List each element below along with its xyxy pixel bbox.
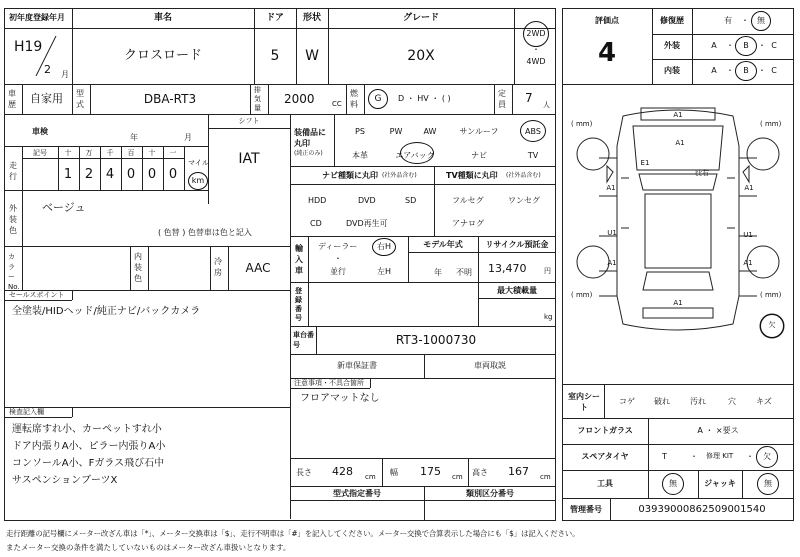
jack-value: 無 — [764, 479, 772, 488]
mm-label-1: ( mm) — [571, 120, 593, 128]
import-left-h: 左H — [376, 267, 392, 276]
mileage-digit-4: 0 — [126, 167, 136, 182]
ext-dot-1: ・ — [726, 41, 734, 50]
ext-color-label: 外装色 — [9, 204, 17, 235]
mileage-digit-6: 0 — [168, 167, 178, 182]
equip-sub: (純正のみ) — [294, 150, 323, 157]
tv-label: TV種類に丸印 — [446, 171, 498, 180]
car-name-value: クロスロード — [123, 48, 203, 63]
shift-label: シフト — [238, 117, 260, 125]
capacity-label: 定員 — [498, 89, 506, 109]
mark-hood: A1 — [675, 139, 685, 147]
seat-burn: コゲ — [619, 397, 635, 406]
ext-color-value: ベージュ — [42, 201, 86, 214]
mm-label-2: ( mm) — [760, 120, 782, 128]
notes-label: 注意事項・不具合箇所 — [294, 379, 364, 387]
mark-right-fender: A1 — [744, 184, 754, 192]
tools-label: 工具 — [597, 479, 613, 488]
footer-line-2: またメーター交換の条件を満たしていないものはメーター改ざん車扱いとなります。 — [6, 543, 291, 552]
grade-label: グレード — [402, 13, 440, 23]
manual-doc: 車両取説 — [474, 361, 506, 370]
chassis-value: RT3-1000730 — [395, 333, 477, 347]
repair-label: 修復歴 — [660, 16, 684, 25]
door-label: ドア — [266, 13, 284, 23]
model-no-label: 型式指定番号 — [333, 489, 381, 498]
mile-label: マイル — [188, 159, 209, 167]
mileage-digit-5: 0 — [147, 167, 157, 182]
tv-sub: (社外品含む) — [506, 172, 541, 179]
length-label: 長さ — [296, 468, 312, 477]
import-parallel: 並行 — [330, 267, 346, 276]
repair-dot: ・ — [741, 16, 749, 25]
equip-leather: 本革 — [352, 151, 368, 160]
doors-value: 5 — [270, 48, 280, 64]
footer-line-1: 走行距離の記号欄にメーター改ざん車は「*」、メーター交換車は「$」、走行不明車は「#」を記入してください。メーター交換で合算表示した場合にも「$」は記入ください。 — [6, 529, 580, 538]
navi-sub: (社外品含む) — [382, 172, 417, 179]
mileage-digit-3: 4 — [105, 167, 115, 182]
inspection-year: 年 — [130, 133, 138, 142]
int-dot-1: ・ — [726, 66, 734, 75]
model-year-unit: 年 — [434, 268, 442, 277]
repair-yes: 有 — [724, 16, 732, 25]
mark-right-rear: A1 — [743, 259, 753, 267]
length-value: 428 — [332, 465, 353, 478]
seat-tear: 破れ — [654, 397, 670, 406]
repair-none: 無 — [757, 16, 765, 25]
shift-value: IAT — [238, 151, 260, 167]
mark-left-rear: A1 — [607, 259, 617, 267]
equip-aw: AW — [423, 127, 437, 136]
equip-tv: TV — [527, 151, 539, 160]
height-value: 167 — [508, 465, 529, 478]
shape-label: 形状 — [302, 13, 322, 23]
mileage-unit-1: 十 — [64, 149, 72, 157]
model-year-unknown: 不明 — [456, 268, 472, 277]
car-damage-diagram — [563, 86, 793, 382]
navi-hdd: HDD — [308, 196, 327, 205]
import-dot: ・ — [334, 254, 342, 263]
score-value: 4 — [597, 38, 617, 68]
shape-value: W — [305, 48, 319, 64]
int-grade-c: C — [771, 66, 777, 75]
inspection-month: 月 — [184, 133, 192, 142]
car-name-label: 車名 — [153, 13, 173, 23]
ac-label: 冷房 — [214, 257, 222, 277]
navi-dvd-play: DVD再生可 — [346, 219, 388, 228]
inspect-label: 検査記入欄 — [9, 408, 44, 416]
grade-value: 20X — [407, 48, 435, 64]
mileage-unit-4: 百 — [127, 149, 135, 157]
spare-t: T — [662, 452, 667, 461]
capacity-value: 7 — [525, 91, 533, 105]
length-cm: cm — [365, 473, 376, 481]
jack-label: ジャッキ — [704, 479, 736, 488]
seat-scratch: キズ — [756, 397, 772, 406]
era-value: H19 — [14, 39, 43, 55]
navi-cd: CD — [310, 219, 322, 228]
mark-rear-bumper: A1 — [673, 299, 683, 307]
ext-grade-c: C — [771, 41, 777, 50]
equip-ps: PS — [355, 127, 365, 136]
tools-value: 無 — [669, 479, 677, 488]
mileage-digit-2: 2 — [84, 167, 94, 182]
mark-left-door: U1 — [607, 229, 617, 237]
recycle-value: 13,470 — [488, 262, 527, 275]
ext-grade-a: A — [711, 41, 717, 50]
seat-hole: 穴 — [728, 397, 736, 406]
equip-navi: ナビ — [471, 151, 487, 160]
inspect-line-3: コンソールA小、Fガラス飛び石中 — [12, 458, 165, 469]
month-value: 2 — [44, 63, 51, 76]
color-no-label: カラーNo. — [8, 253, 20, 291]
width-value: 175 — [420, 465, 441, 478]
equip-sunroof: サンルーフ — [459, 127, 499, 136]
drive-dot: ・ — [532, 45, 540, 54]
spare-dot-1: ・ — [690, 452, 698, 461]
fuel-options: D ・ HV ・ ( ) — [398, 94, 451, 103]
ext-dot-2: ・ — [758, 41, 766, 50]
reg-no-label: 登録番号 — [295, 287, 302, 322]
model-label: 型式 — [76, 89, 84, 109]
class-no-label: 類別区分番号 — [466, 489, 514, 498]
int-grade-b: B — [743, 66, 749, 75]
height-cm: cm — [540, 473, 551, 481]
exterior-label: 外装 — [664, 41, 680, 50]
max-load-label: 最大積載量 — [497, 286, 537, 295]
mileage-sym-label: 記号 — [33, 149, 47, 157]
spare-kit: 修理 KIT — [706, 452, 734, 460]
mark-front-bumper: A1 — [673, 111, 683, 119]
fuel-label: 燃料 — [350, 89, 358, 109]
equip-label: 装備品に丸印 — [294, 128, 326, 148]
mgmt-value: 03939000862509001540 — [638, 504, 766, 515]
tv-oneseg: ワンセグ — [508, 196, 540, 205]
equip-pw: PW — [389, 127, 403, 136]
reg-year-label: 初年度登録年月 — [9, 13, 65, 22]
seat-label: 室内シート — [568, 392, 600, 412]
notes-value: フロアマットなし — [300, 393, 380, 404]
interior-color-label: 内装色 — [134, 252, 142, 283]
glass-value: A ・ ×要ス — [697, 426, 739, 435]
sales-text: 全塗装/HIDヘッド/純正ナビ/バックカメラ — [12, 306, 201, 317]
color-change-note: ( 色替 ) 色替車は色と記入 — [158, 228, 252, 237]
spare-none: 欠 — [763, 452, 771, 461]
mark-roof: E1 — [640, 159, 650, 167]
recycle-yen: 円 — [544, 267, 551, 275]
model-year-label: モデル年式 — [423, 240, 463, 249]
mileage-unit-2: 万 — [85, 149, 93, 157]
spare-dot-2: ・ — [746, 452, 754, 461]
inspect-line-1: 運転席すれ小、カーペットすれ小 — [12, 424, 162, 435]
tv-fullseg: フルセグ — [452, 196, 484, 205]
import-right-h: 右H — [376, 242, 392, 251]
width-label: 幅 — [390, 468, 398, 477]
equip-airbag: エアバック — [395, 151, 435, 160]
ac-value: AAC — [245, 261, 271, 275]
navi-sd: SD — [405, 196, 417, 205]
max-load-kg: kg — [544, 313, 553, 321]
interior-label: 内装 — [664, 66, 680, 75]
mileage-unit-3: 千 — [106, 149, 114, 157]
spare-label: スペアタイヤ — [581, 452, 629, 461]
import-label: 輸入車 — [295, 244, 303, 275]
mark-light: ﾋﾋ右 — [695, 169, 709, 177]
month-unit: 月 — [61, 70, 69, 79]
navi-label: ナビ種類に丸印 — [322, 171, 378, 180]
displacement-label: 排気量 — [254, 86, 261, 112]
cc-unit: CC — [332, 100, 342, 108]
mark-right-door: U1 — [743, 231, 753, 239]
width-cm: cm — [452, 473, 463, 481]
model-value: DBA-RT3 — [143, 92, 197, 106]
height-label: 高さ — [472, 468, 488, 477]
mileage-digit-1: 1 — [63, 167, 73, 182]
navi-dvd: DVD — [358, 196, 376, 205]
glass-label: フロントガラス — [577, 426, 633, 435]
seat-dirt: 汚れ — [690, 397, 706, 406]
spare-missing-mark: 欠 — [768, 321, 776, 329]
chassis-label: 車台番号 — [293, 331, 314, 349]
ext-grade-b: B — [743, 41, 749, 50]
equip-abs: ABS — [525, 127, 541, 136]
mileage-unit-6: 一 — [169, 149, 177, 157]
mileage-label: 走行 — [9, 161, 17, 181]
import-dealer: ディーラー — [318, 242, 358, 251]
int-grade-a: A — [711, 66, 717, 75]
drive-2wd: 2WD — [526, 29, 546, 38]
drive-4wd: 4WD — [526, 57, 546, 66]
mm-label-3: ( mm) — [571, 291, 593, 299]
km-label: km — [191, 176, 205, 185]
mileage-unit-5: 十 — [148, 149, 156, 157]
score-label: 評価点 — [595, 16, 619, 25]
history-label: 車歴 — [8, 89, 16, 109]
int-dot-2: ・ — [758, 66, 766, 75]
mm-label-4: ( mm) — [760, 291, 782, 299]
capacity-unit: 人 — [543, 101, 550, 109]
inspect-line-2: ドア内張りA小、ピラー内張りA小 — [12, 441, 166, 452]
inspection-label: 車検 — [32, 127, 48, 136]
recycle-label: リサイクル預託金 — [485, 240, 549, 249]
mark-left-fender: A1 — [606, 184, 616, 192]
fuel-g: G — [374, 94, 382, 104]
history-value: 自家用 — [30, 92, 63, 105]
inspect-line-4: サスペンションブーツX — [12, 475, 118, 486]
displacement-value: 2000 — [284, 92, 315, 106]
mgmt-label: 管理番号 — [570, 505, 602, 514]
sales-label: セールスポイント — [9, 291, 65, 299]
tv-analog: アナログ — [452, 219, 484, 228]
warranty-doc: 新車保証書 — [337, 361, 377, 370]
